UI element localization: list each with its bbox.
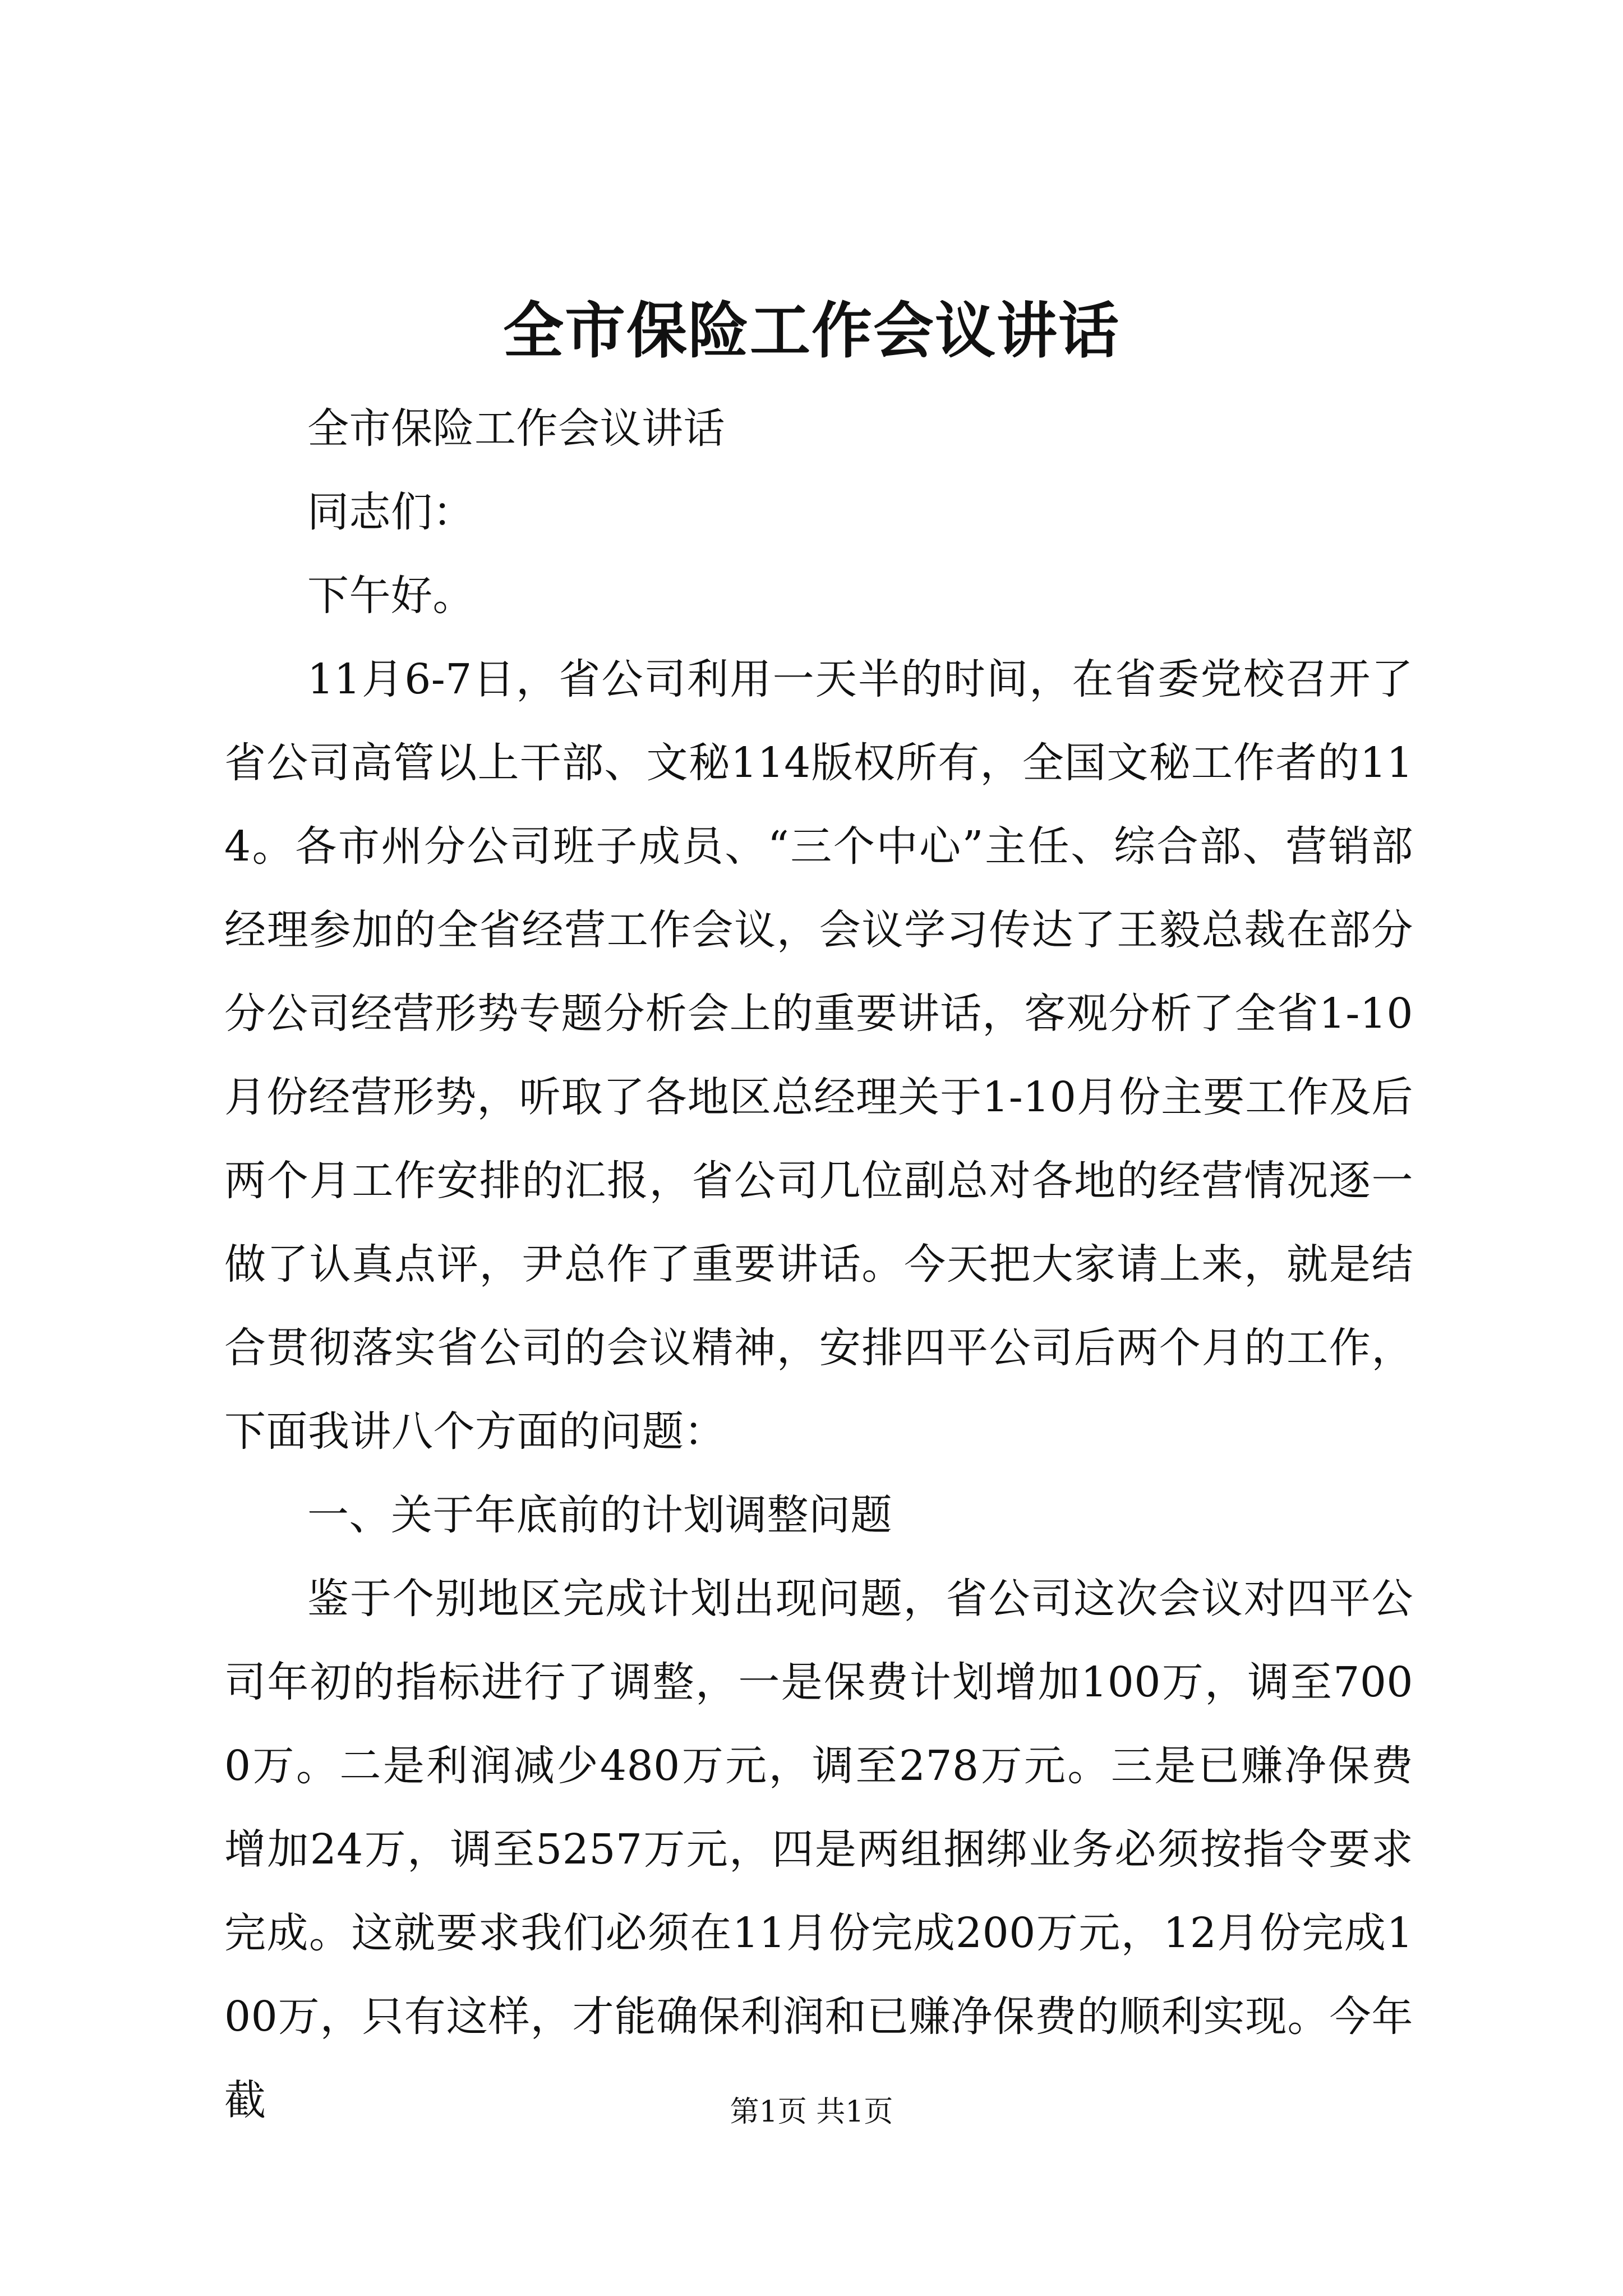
paragraph-salutation: 同志们： bbox=[307, 488, 474, 536]
document-title: 全市保险工作会议讲话 bbox=[502, 296, 1120, 366]
paragraph-subtitle: 全市保险工作会议讲话 bbox=[307, 404, 725, 453]
paragraph-plan-adjustment: 鉴于个别地区完成计划出现问题，省公司这次会议对四平公司年初的指标进行了调整，一是保费计划增加100万，调至7000万。二是利润减少480万元，调至278万元。三是已赚净保费增加24万，调至5257万元，四是两组捆绑业务必须按指令要求完成。这就要求我们必须在11月份完成200万元，12月份完成100万，只有这样，才能确保利润和已赚净保费的顺利实现。今年截 bbox=[224, 1575, 1413, 2124]
section-heading-1: 一、关于年底前的计划调整问题 bbox=[307, 1491, 892, 1539]
paragraph-intro: 11月6-7日，省公司利用一天半的时间，在省委党校召开了省公司高管以上干部、文秘114版权所有，全国文秘工作者的114。各市州分公司班子成员、“三个中心”主任、综合部、营销部经理参加的全省经营工作会议，会议学习传达了王毅总裁在部分分公司经营形势专题分析会上的重要讲话，客观分析了全省1-10月份经营形势，听取了各地区总经理关于1-10月份主要工作及后两个月工作安排的汇报，省公司几位副总对各地的经营情况逐一做了认真点评，尹总作了重要讲话。今天把大家请上来，就是结合贯彻落实省公司的会议精神，安排四平公司后两个月的工作，下面我讲八个方面的问题： bbox=[224, 655, 1413, 1456]
paragraph-greeting: 下午好。 bbox=[307, 572, 474, 620]
page-footer: 第1页 共1页 bbox=[730, 2095, 893, 2129]
document-body bbox=[224, 387, 1413, 2142]
